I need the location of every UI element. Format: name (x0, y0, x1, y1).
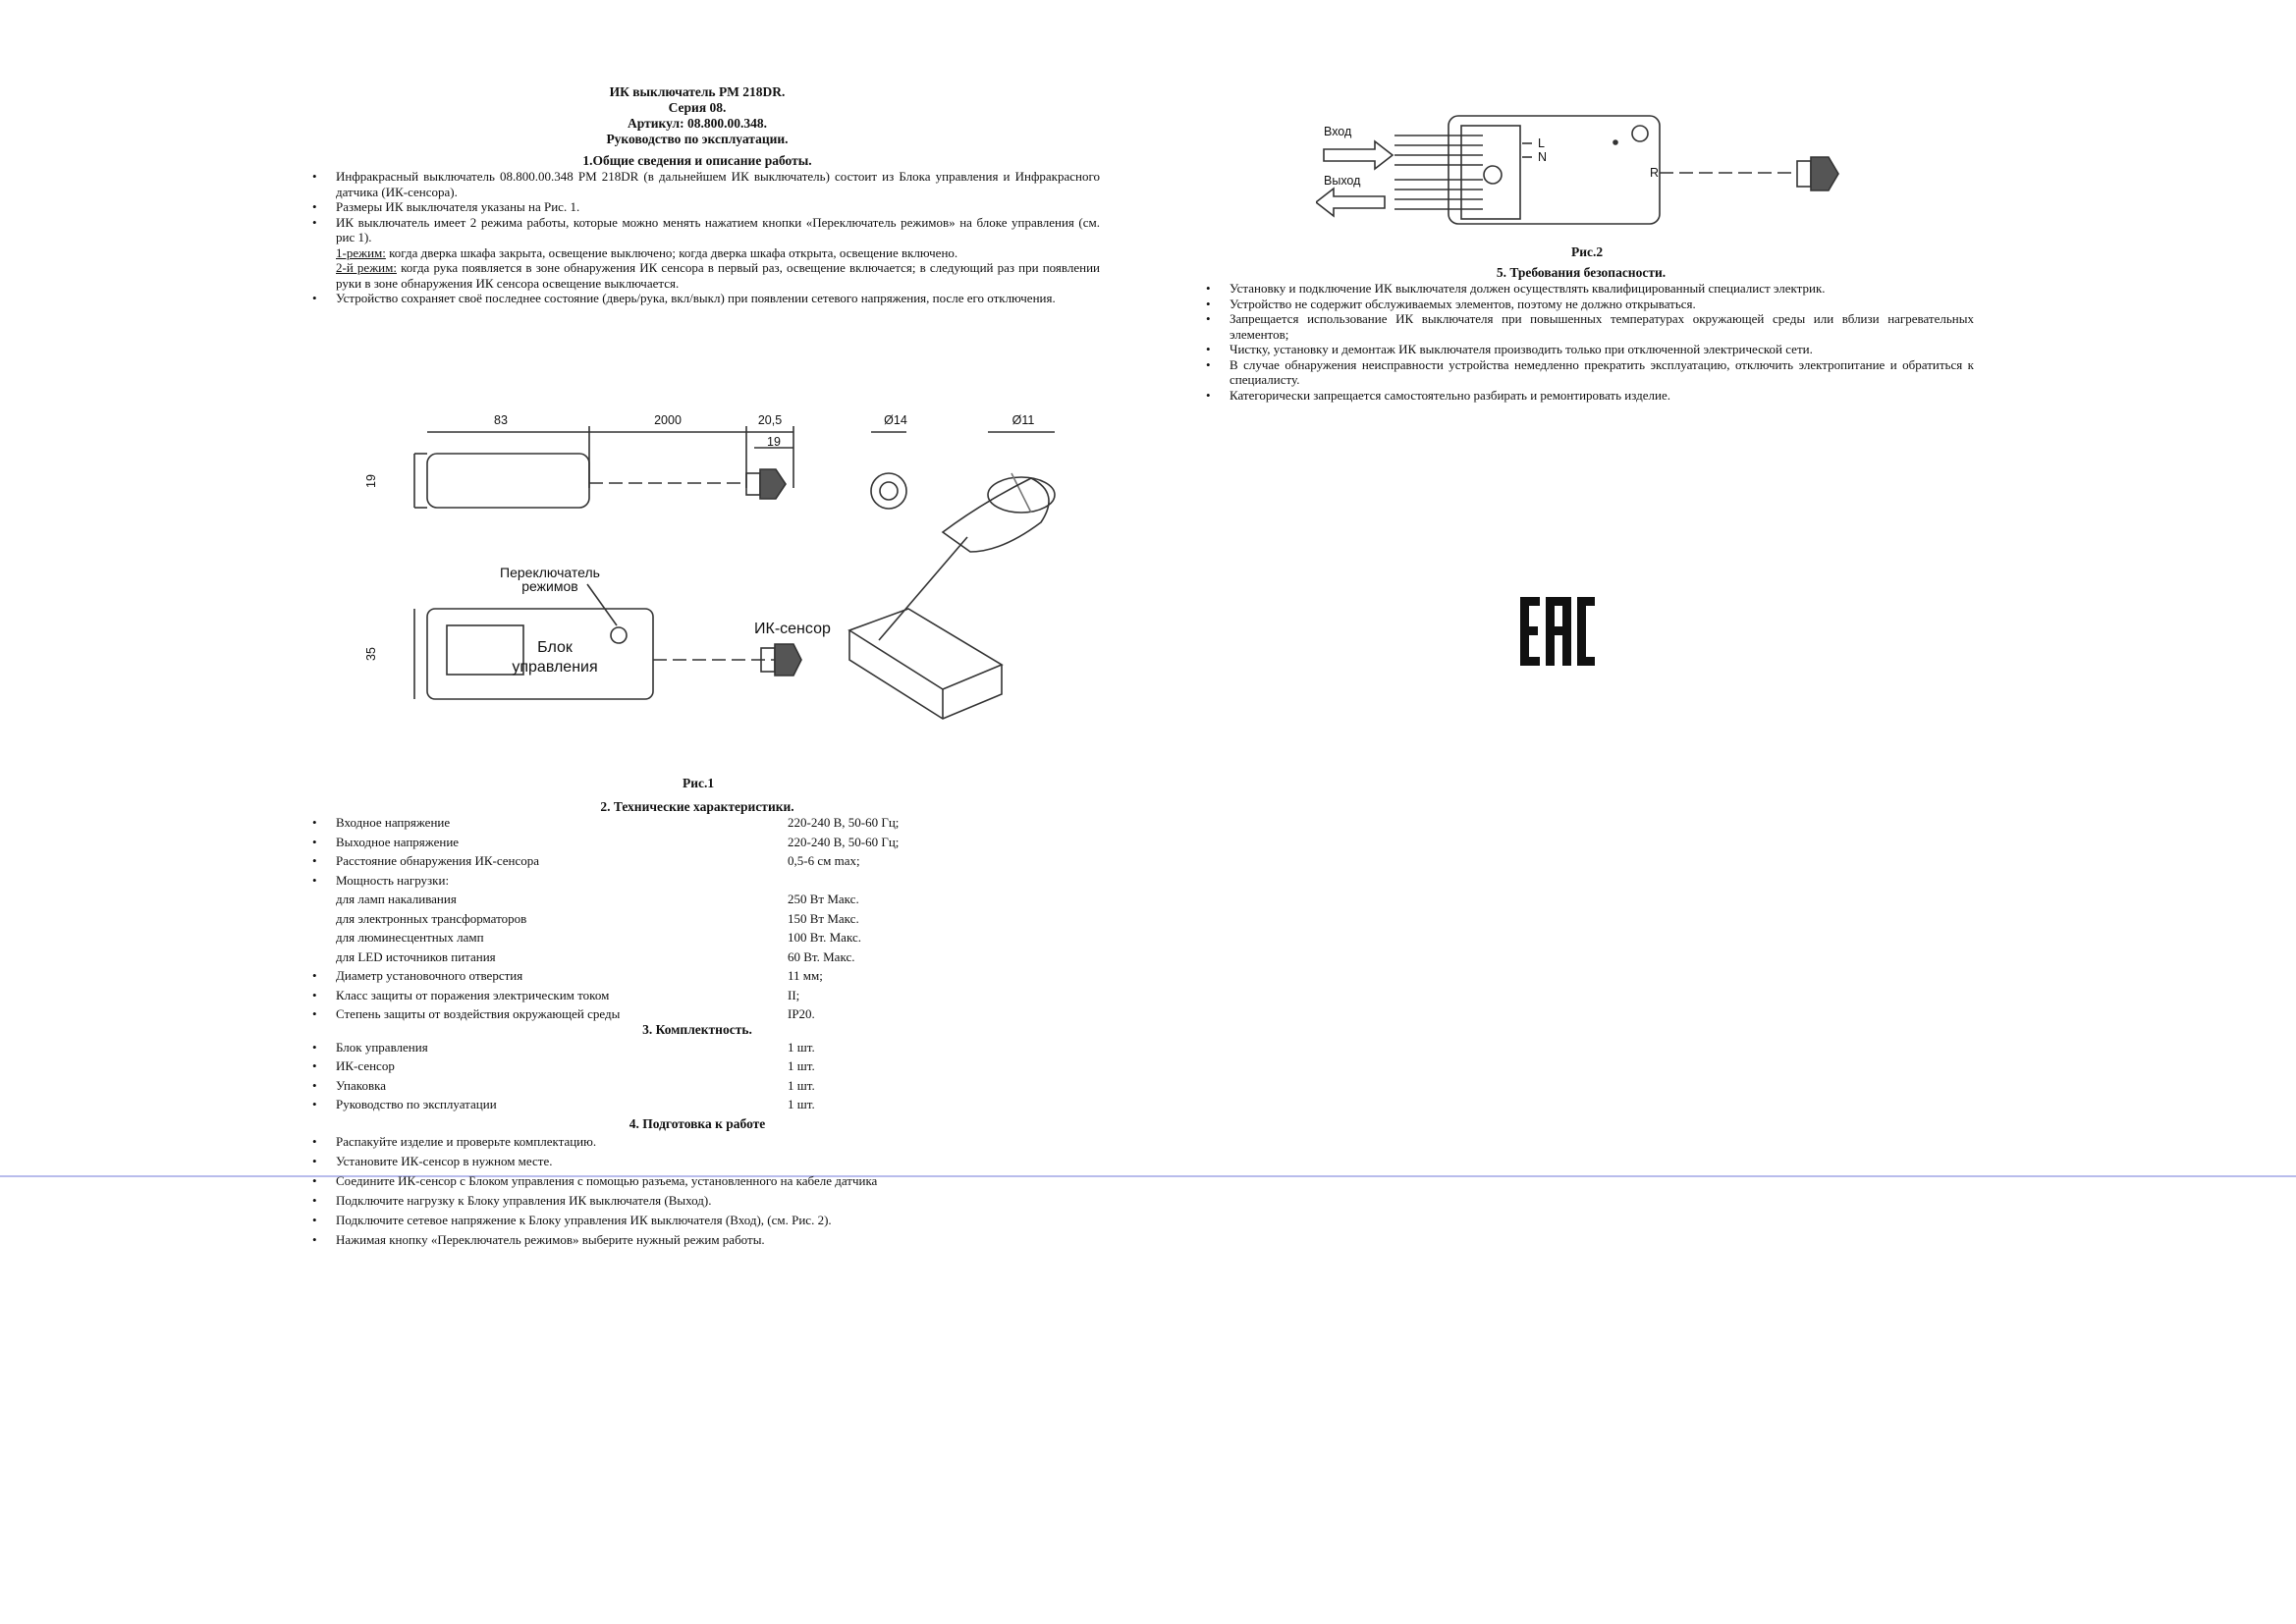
mode1-label: 1-режим: (336, 244, 386, 260)
table-row: • Степень защиты от воздействия окружающей среды IP20. (295, 1004, 899, 1024)
list-item: • Установку и подключение ИК выключателя должен осуществлять квалифицированный специалист электрик. (1188, 281, 1974, 297)
control-block-side-view (427, 454, 589, 508)
table-row: • Руководство по эксплуатации 1 шт. (295, 1095, 815, 1114)
doc-title: ИК выключатель PM 218DR. (609, 84, 786, 99)
list-item: • Запрещается использование ИК выключателя при повышенных температурах окружающей среды или вблизи нагревательных элементов; (1188, 311, 1974, 342)
section1-list (295, 169, 1100, 306)
section3-table (295, 1038, 815, 1114)
table-row: • Класс защиты от поражения электрическим током II; (295, 986, 899, 1005)
right-column (1188, 265, 1974, 403)
table-row: для LED источников питания 60 Вт. Макс. (336, 948, 855, 964)
list-item: • Распакуйте изделие и проверьте комплектацию. (295, 1132, 1100, 1152)
list-item: • Подключите сетевое напряжение к Блоку управления ИК выключателя (Вход), (см. Рис. 2). (295, 1211, 1100, 1230)
figure1-caption: Рис.1 (683, 776, 715, 790)
dim-20-5-label: 20,5 (757, 413, 783, 427)
table-row: • Диаметр установочного отверстия 11 мм; (295, 966, 899, 986)
output-arrow-icon (1316, 189, 1385, 216)
doc-manual-heading: Руководство по эксплуатации. (606, 132, 789, 146)
left-column (295, 84, 1100, 306)
list-item: • Инфракрасный выключатель 08.800.00.348 PM 218DR (в дальнейшем ИК выключатель) состоит из Блока управления и Инфракрасного датчика (ИК-сенсора). (295, 169, 1100, 199)
section5-title: 5. Требования безопасности. (1496, 265, 1667, 280)
mode1-description (336, 245, 1100, 261)
dim-35-label: 35 (364, 647, 378, 661)
mode2-description (336, 260, 1100, 291)
list-item: • Чистку, установку и демонтаж ИК выключателя производить только при отключенной электрической сети. (1188, 342, 1974, 357)
figure1-drawing (354, 405, 1100, 778)
doc-article: Артикул: 08.800.00.348. (628, 116, 767, 131)
table-row: для электронных трансформаторов 150 Вт Макс. (336, 910, 859, 926)
dim-19-label: 19 (767, 435, 781, 449)
dim-19-side-label: 19 (364, 474, 378, 488)
sensor-label: ИК-сенсор (754, 621, 831, 637)
section3-title: 3. Комплектность. (642, 1021, 752, 1037)
terminal-N-label: N (1538, 150, 1548, 164)
section2-table (295, 813, 899, 1024)
list-item-text: ИК выключатель имеет 2 режима работы, которые можно менять нажатием кнопки «Переключатель режимов» на блоке управления (см. рис 1). (336, 214, 1100, 244)
list-item: • Подключите нагрузку к Блоку управления ИК выключателя (Выход). (295, 1191, 1100, 1211)
table-row: • Расстояние обнаружения ИК-сенсора 0,5-6 см max; (295, 851, 899, 871)
list-item: • Устройство сохраняет своё последнее состояние (дверь/рука, вкл/выкл) при появлении сетевого напряжения, после его отключения. (295, 291, 1100, 306)
figure2-caption: Рис.2 (1571, 244, 1604, 259)
table-row: • Блок управления 1 шт. (295, 1038, 815, 1057)
input-arrow-icon (1324, 141, 1393, 169)
mode1-text: когда дверка шкафа закрыта, освещение выключено; когда дверка шкафа открыта, освещение включено. (385, 244, 958, 260)
table-row: для люминесцентных ламп 100 Вт. Макс. (336, 930, 861, 945)
mode2-label: 2-й режим: (336, 260, 397, 275)
block-label-line2: управления (512, 659, 598, 676)
list-item: • Соедините ИК-сенсор с Блоком управления с помощью разъема, установленного на кабеле датчика (295, 1171, 1100, 1191)
mode2-text: когда рука появляется в зоне обнаружения ИК сенсора в первый раз, освещение включается; в следующий раз при появлении руки в зоне обнаружения ИК сенсора освещение выключается. (336, 260, 1100, 291)
list-item: • В случае обнаружения неисправности устройства немедленно прекратить эксплуатацию, отключить электропитание и обратиться к специалисту. (1188, 357, 1974, 388)
input-label: Вход (1324, 125, 1352, 138)
output-label: Выход (1324, 174, 1361, 188)
list-item (295, 215, 1100, 292)
table-row: для ламп накаливания 250 Вт Макс. (336, 892, 859, 906)
table-row: • Выходное напряжение 220-240 В, 50-60 Гц; (295, 833, 899, 852)
list-item: • Категорически запрещается самостоятельно разбирать и ремонтировать изделие. (1188, 388, 1974, 404)
doc-series: Серия 08. (668, 100, 727, 115)
terminal-L-label: L (1538, 136, 1545, 150)
terminal-R-label: R (1650, 166, 1660, 180)
table-row: • ИК-сенсор 1 шт. (295, 1056, 815, 1076)
list-item: • Нажимая кнопку «Переключатель режимов» выберите нужный режим работы. (295, 1230, 1100, 1250)
list-item: • Устройство не содержит обслуживаемых элементов, поэтому не должно открываться. (1188, 297, 1974, 312)
dim-d11-label: Ø11 (1011, 413, 1035, 427)
block-label-line1: Блок (537, 639, 573, 656)
switch-label-line1: Переключатель (500, 565, 600, 580)
list-item: • Размеры ИК выключателя указаны на Рис. 1. (295, 199, 1100, 215)
control-block-wiring-view (1449, 116, 1660, 224)
dim-2000-label: 2000 (654, 413, 682, 427)
section4-title: 4. Подготовка к работе (629, 1115, 766, 1131)
section1-title: 1.Общие сведения и описание работы. (582, 153, 812, 168)
tech-section (295, 799, 1100, 1250)
dim-83-label: 83 (494, 413, 508, 427)
table-row: • Входное напряжение 220-240 В, 50-60 Гц; (295, 813, 899, 833)
list-item: • Установите ИК-сенсор в нужном месте. (295, 1152, 1100, 1171)
eac-logo (1520, 597, 1595, 666)
section5-list (1188, 281, 1974, 403)
figure2-drawing (1316, 106, 1886, 234)
switch-label-line2: режимов (521, 578, 578, 594)
table-row: • Мощность нагрузки: (295, 871, 899, 891)
section2-title: 2. Технические характеристики. (600, 799, 794, 814)
section4-list (295, 1132, 1100, 1250)
table-row: • Упаковка 1 шт. (295, 1076, 815, 1096)
dim-d14-label: Ø14 (884, 413, 907, 427)
